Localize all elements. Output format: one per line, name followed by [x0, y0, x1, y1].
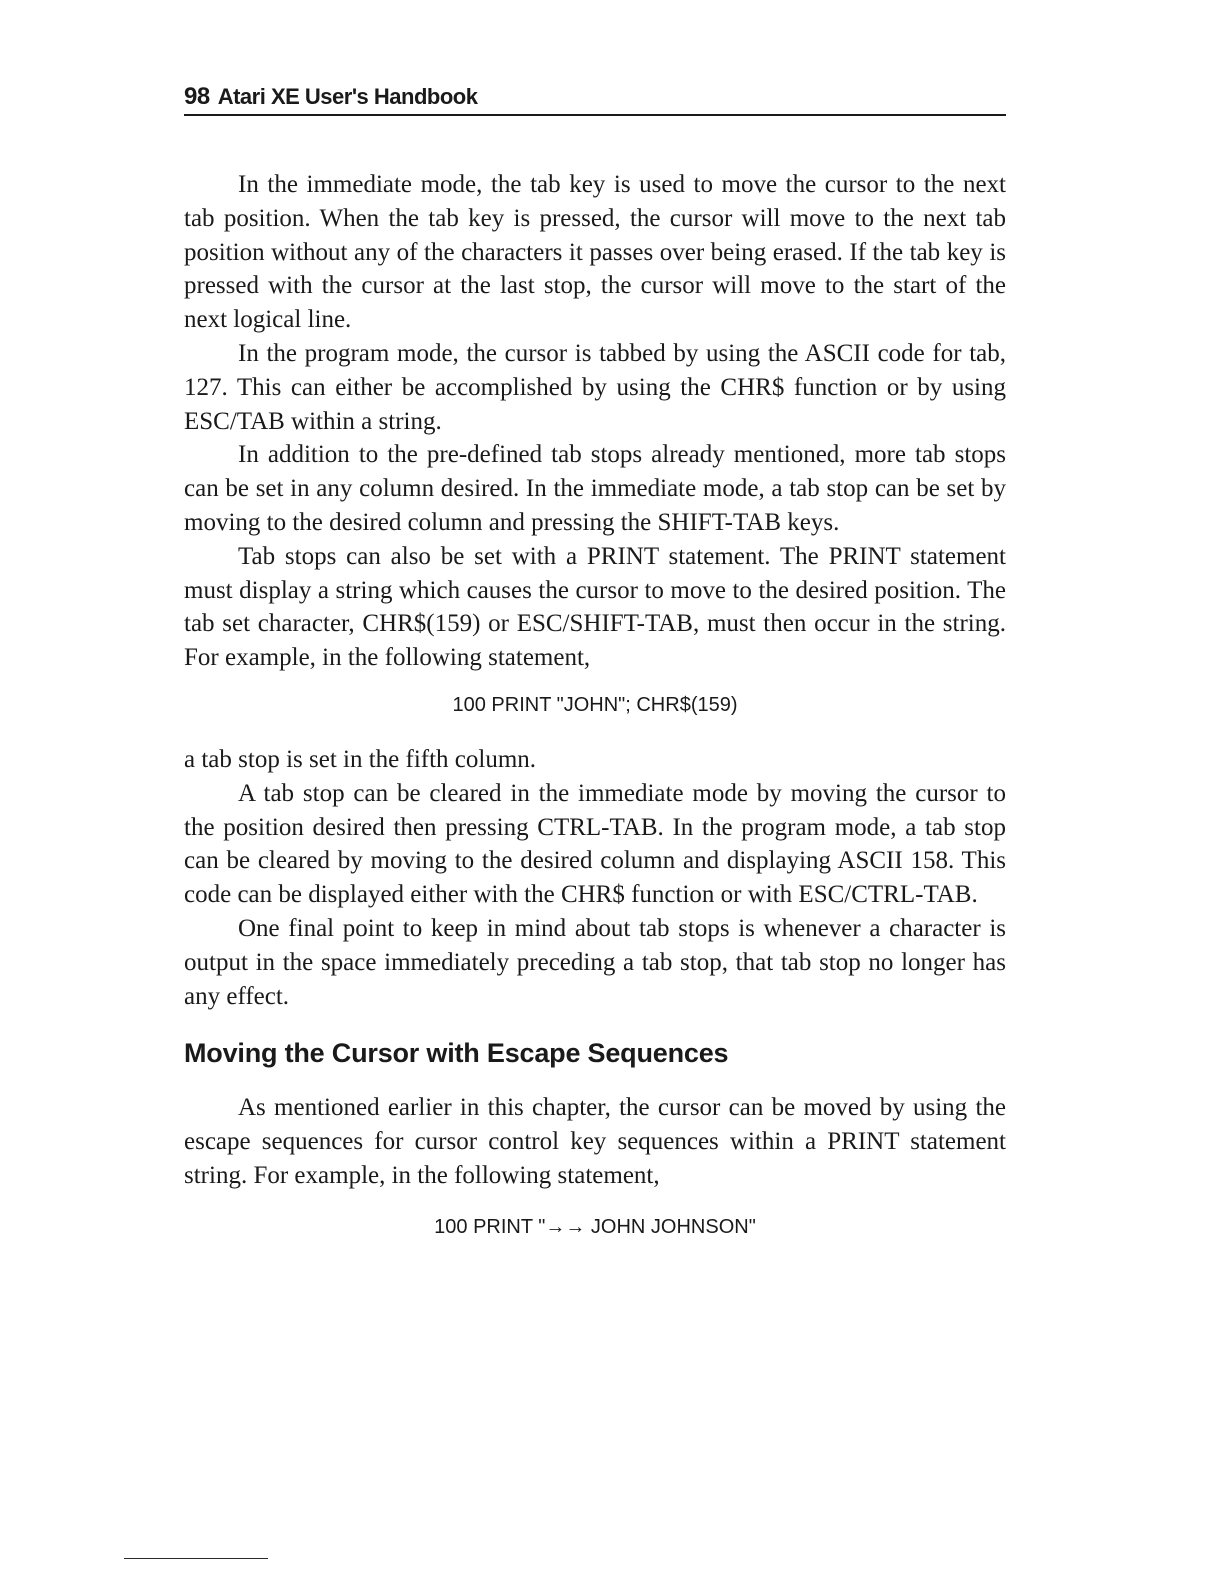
paragraph-escape-sequences: As mentioned earlier in this chapter, the cursor can be moved by using the escape sequences for cursor control key sequences within a PRINT statement string. For example, in the following statement,	[184, 1094, 1006, 1189]
section-heading: Moving the Cursor with Escape Sequences	[184, 1038, 729, 1069]
book-page	[184, 80, 1006, 1239]
paragraph-tab-immediate-mode: In the immediate mode, the tab key is used to move the cursor to the next tab position. When the tab key is pressed, the cursor will move to the next tab position without any of the characters it passes over being erased. If the tab key is pressed with the cursor at the last stop, the cursor will move to the start of the next logical line.	[184, 171, 1006, 334]
paragraph-fifth-column: a tab stop is set in the fifth column.	[184, 745, 537, 773]
page-number: 98	[184, 83, 210, 110]
code-example-cursor-move: 100 PRINT "→→ JOHN JOHNSON"	[434, 1215, 756, 1238]
paragraph-clearing-tab-stops: A tab stop can be cleared in the immediate mode by moving the cursor to the position desired then pressing CTRL-TAB. In the program mode, a tab stop can be cleared by moving to the desired column and displaying ASCII 158. This code can be displayed either with the CHR$ function or with ESC/CTRL-TAB.	[184, 779, 1006, 909]
paragraph-print-tab-stops: Tab stops can also be set with a PRINT statement. The PRINT statement must display a string which causes the cursor to move to the desired position. The tab set character, CHR$(159) or ESC/SHIFT-TAB, must then occur in the string. For example, in the following statement,	[184, 542, 1006, 672]
paragraph-setting-tab-stops: In addition to the pre-defined tab stops already mentioned, more tab stops can be set in any column desired. In the immediate mode, a tab stop can be set by moving to the desired column and pressing the SHIFT-TAB keys.	[184, 441, 1006, 536]
running-header	[184, 80, 1006, 116]
paragraph-tab-program-mode: In the program mode, the cursor is tabbed by using the ASCII code for tab, 127. This can either be accomplished by using the CHR$ function or by using ESC/TAB within a string.	[184, 339, 1006, 435]
code-example-tab-set: 100 PRINT "JOHN"; CHR$(159)	[452, 693, 738, 716]
footnote-rule	[124, 1558, 268, 1559]
paragraph-final-point: One final point to keep in mind about tab stops is whenever a character is output in the space immediately preceding a tab stop, that tab stop no longer has any effect.	[184, 914, 1006, 1010]
body-text	[184, 168, 1006, 1239]
book-title: Atari XE User's Handbook	[217, 84, 478, 109]
